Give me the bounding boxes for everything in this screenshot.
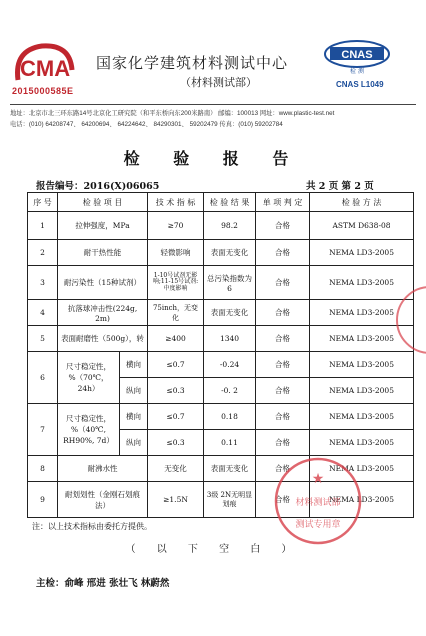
cell-spec: ≥1.5N (148, 482, 204, 518)
cell-no: 6 (28, 352, 58, 404)
cma-code: 2015000585E (12, 86, 74, 96)
svg-text:材料测试部: 材料测试部 (295, 498, 341, 508)
table-note: 注：以上技术指标由委托方提供。 (32, 522, 152, 531)
cell-item: 耐污染性（15种试剂） (58, 266, 148, 300)
cell-method: NEMA LD3-2005 (310, 378, 414, 404)
svg-text:测试专用章: 测试专用章 (295, 520, 341, 530)
cell-no: 2 (28, 240, 58, 266)
cell-no: 3 (28, 266, 58, 300)
table-header-row (28, 193, 414, 212)
cell-judge: 合格 (256, 326, 310, 352)
cell-result: 98.2 (204, 212, 256, 240)
cell-judge: 合格 (256, 240, 310, 266)
cell-spec: 75inch，无变化 (148, 300, 204, 326)
svg-text:CMA: CMA (20, 56, 71, 81)
cell-no: 1 (28, 212, 58, 240)
phone-line: 电话：(010) 64208747、 64200694、 64224642、 84290301、 59202479 传真：(010) 59202784 (10, 121, 283, 128)
cell-result: 表面无变化 (204, 300, 256, 326)
cell-judge: 合格 (256, 300, 310, 326)
cell-spec: ≤0.7 (148, 404, 204, 430)
cell-direction: 横向 (120, 404, 148, 430)
cell-method: ASTM D638-08 (310, 212, 414, 240)
cell-method: NEMA LD3-2005 (310, 482, 414, 518)
cell-method: NEMA LD3-2005 (310, 456, 414, 482)
header-cell: 检 验 项 目 (58, 193, 148, 212)
cell-spec: ≤0.7 (148, 352, 204, 378)
cell-method: NEMA LD3-2005 (310, 404, 414, 430)
cell-no: 4 (28, 300, 58, 326)
cell-judge: 合格 (256, 430, 310, 456)
cell-spec: ≤0.3 (148, 378, 204, 404)
svg-text:★: ★ (311, 471, 325, 487)
header-divider (10, 104, 416, 105)
cell-method: NEMA LD3-2005 (310, 240, 414, 266)
cell-judge: 合格 (256, 378, 310, 404)
blank-marker: （ 以 下 空 白 ） (125, 544, 301, 555)
report-number: 报告编号：2016(X)06065 (36, 181, 160, 192)
cell-item: 尺寸稳定性，%（70℃，24h） (58, 352, 120, 404)
cell-judge: 合格 (256, 404, 310, 430)
cell-item: 耐沸水性 (58, 456, 148, 482)
cell-result: 3级 2N无明显划痕 (204, 482, 256, 518)
cell-result: 总污染指数为6 (204, 266, 256, 300)
cell-result: 表面无变化 (204, 240, 256, 266)
cell-spec: ≤0.3 (148, 430, 204, 456)
cell-result: 0.11 (204, 430, 256, 456)
header-cell: 单 项 判 定 (256, 193, 310, 212)
cell-direction: 纵向 (120, 430, 148, 456)
cnas-code: CNAS L1049 (336, 80, 384, 89)
cell-item: 拉伸强度，MPa (58, 212, 148, 240)
table-row (28, 326, 414, 352)
edge-seal (396, 285, 426, 355)
inspectors: 主检：俞峰 邢进 张壮飞 林蔚然 (36, 578, 170, 589)
cell-no: 5 (28, 326, 58, 352)
org-name: 国家化学建筑材料测试中心 (96, 54, 289, 72)
cell-judge: 合格 (256, 482, 310, 518)
cell-direction: 纵向 (120, 378, 148, 404)
cell-judge: 合格 (256, 266, 310, 300)
cell-spec: 无变化 (148, 456, 204, 482)
table-row (28, 266, 414, 300)
cell-result: -0.24 (204, 352, 256, 378)
cell-spec: 1-10号试剂无影响;11-15号试剂:中度影响 (148, 266, 204, 300)
cell-result: 表面无变化 (204, 456, 256, 482)
table-row (28, 300, 414, 326)
header-cell: 技 术 指 标 (148, 193, 204, 212)
cell-result: -0. 2 (204, 378, 256, 404)
header-cell: 检 验 结 果 (204, 193, 256, 212)
header-cell: 检 验 方 法 (310, 193, 414, 212)
svg-text:CNAS: CNAS (341, 49, 373, 61)
address-line: 地址：北京市北三环东路14号北京化工研究院（和平东桥向东200米路南） 邮编：100013 网址：www.plastic-test.net (10, 110, 335, 117)
page-info: 共 2 页 第 2 页 (306, 181, 374, 192)
cell-result: 1340 (204, 326, 256, 352)
official-seal (272, 455, 364, 547)
cell-result: 0.18 (204, 404, 256, 430)
report-title: 检 验 报 告 (123, 149, 303, 168)
cell-no: 7 (28, 404, 58, 456)
svg-text:检 测: 检 测 (350, 68, 364, 75)
cell-method: NEMA LD3-2005 (310, 300, 414, 326)
table-row (28, 212, 414, 240)
cell-spec: ≥70 (148, 212, 204, 240)
cell-no: 8 (28, 456, 58, 482)
cell-judge: 合格 (256, 456, 310, 482)
cell-judge: 合格 (256, 212, 310, 240)
cell-spec: ≥400 (148, 326, 204, 352)
cma-logo (12, 40, 76, 86)
cell-method: NEMA LD3-2005 (310, 430, 414, 456)
cell-method: NEMA LD3-2005 (310, 352, 414, 378)
cell-method: NEMA LD3-2005 (310, 326, 414, 352)
cell-item: 表面耐磨性（500g），转 (58, 326, 148, 352)
cell-item: 尺寸稳定性，%（40℃, RH90%, 7d） (58, 404, 120, 456)
table-row (28, 240, 414, 266)
cell-no: 9 (28, 482, 58, 518)
cell-judge: 合格 (256, 352, 310, 378)
cell-item: 耐划划性（金刚石划痕法） (58, 482, 148, 518)
cnas-logo (322, 38, 392, 76)
cell-spec: 轻微影响 (148, 240, 204, 266)
header-cell: 序 号 (28, 193, 58, 212)
org-subtitle: （材料测试部） (180, 76, 257, 89)
table-row (28, 352, 414, 378)
cell-method: NEMA LD3-2005 (310, 266, 414, 300)
table-row (28, 404, 414, 430)
cell-item: 抗落球冲击性(224g, 2m) (58, 300, 148, 326)
cell-item: 耐干热性能 (58, 240, 148, 266)
cell-direction: 横向 (120, 352, 148, 378)
